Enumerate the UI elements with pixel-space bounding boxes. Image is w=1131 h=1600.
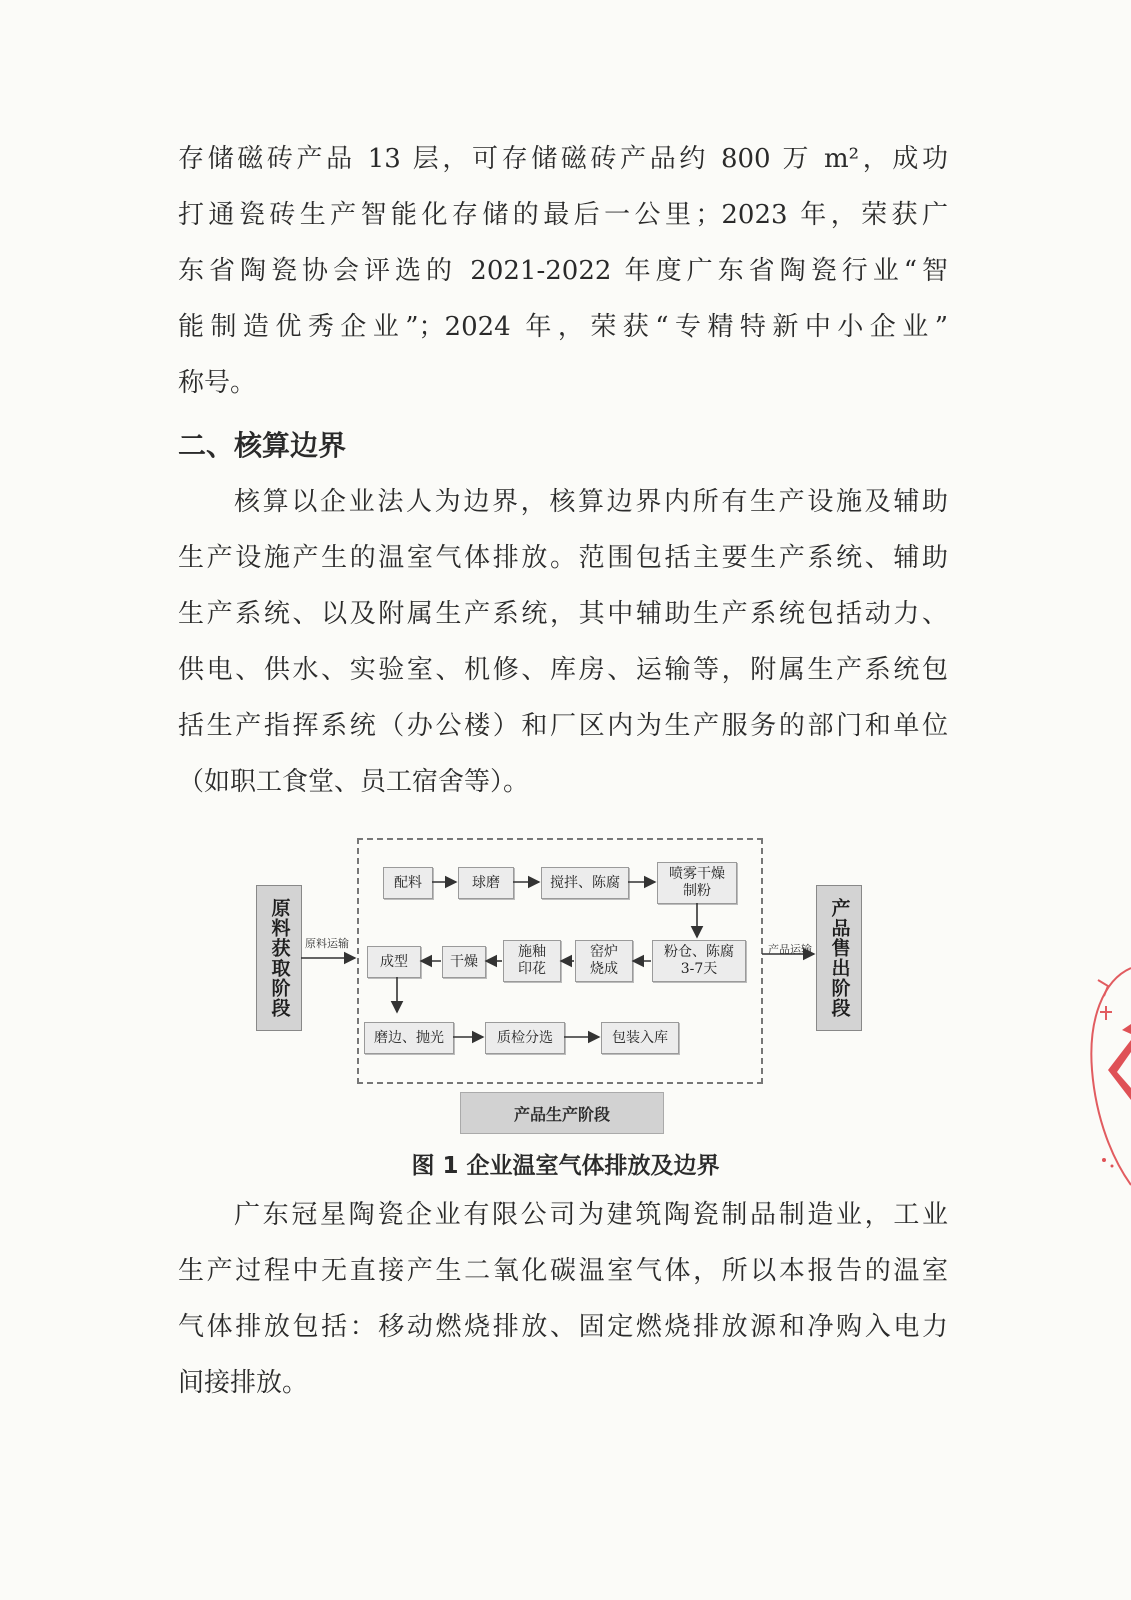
text-line: （如职工食堂、员工宿舍等）。	[178, 767, 530, 797]
section-heading: 二、核算边界	[178, 429, 347, 462]
process-box-packing-storage: 包装入库	[601, 1022, 679, 1054]
process-box-batching: 配料	[383, 867, 433, 899]
text-line: 间接排放。	[178, 1368, 309, 1398]
raw-material-transport-label: 原料运输	[305, 937, 349, 950]
seal-stamp-icon	[1078, 960, 1131, 1190]
process-box-drying: 干燥	[442, 946, 486, 978]
process-box-forming: 成型	[367, 946, 421, 978]
process-box-edging-polishing: 磨边、抛光	[364, 1022, 454, 1054]
text-line: 核算以企业法人为边界，核算边界内所有生产设施及辅助	[234, 487, 948, 517]
text-line: 气体排放包括：移动燃烧排放、固定燃烧排放源和净购入电力	[178, 1312, 948, 1342]
text-line: 生产设施产生的温室气体排放。范围包括主要生产系统、辅助	[178, 543, 948, 573]
text-line: 括生产指挥系统（办公楼）和厂区内为生产服务的部门和单位	[178, 711, 948, 741]
raw-material-stage-box: 原料获取阶段	[256, 885, 302, 1031]
text-line: 能制造优秀企业”；2024 年，荣获“专精特新中小企业”	[178, 312, 948, 342]
text-line: 供电、供水、实验室、机修、库房、运输等，附属生产系统包	[178, 655, 948, 685]
production-stage-box: 产品生产阶段	[460, 1092, 664, 1134]
text-line: 存储磁砖产品 13 层，可存储磁砖产品约 800 万 m²，成功	[178, 144, 948, 174]
figure-caption: 图 1 企业温室气体排放及边界	[411, 1153, 720, 1179]
process-box-label: 粉仓、陈腐3-7天	[664, 944, 734, 977]
text-line: 生产系统、以及附属生产系统，其中辅助生产系统包括动力、	[178, 599, 948, 629]
process-box-label: 窑炉烧成	[590, 944, 618, 977]
text-line: 广东冠星陶瓷企业有限公司为建筑陶瓷制品制造业，工业	[234, 1200, 948, 1230]
text-line: 生产过程中无直接产生二氧化碳温室气体，所以本报告的温室	[178, 1256, 948, 1286]
text-line: 东省陶瓷协会评选的 2021-2022 年度广东省陶瓷行业“智	[178, 256, 948, 286]
text-line: 打通瓷砖生产智能化存储的最后一公里；2023 年，荣获广	[178, 200, 948, 230]
paragraph-emission-scope	[178, 1187, 948, 1411]
process-box-ball-milling: 球磨	[458, 867, 514, 899]
process-box-stirring-aging: 搅拌、陈腐	[541, 867, 629, 899]
process-box-inspection-sorting: 质检分选	[485, 1022, 565, 1054]
product-transport-label: 产品运输	[768, 943, 812, 956]
process-box-label: 喷雾干燥制粉	[669, 866, 725, 899]
process-box-label: 施釉印花	[518, 944, 546, 977]
product-sales-stage-box: 产品售出阶段	[816, 885, 862, 1031]
text-line: 称号。	[178, 368, 257, 398]
